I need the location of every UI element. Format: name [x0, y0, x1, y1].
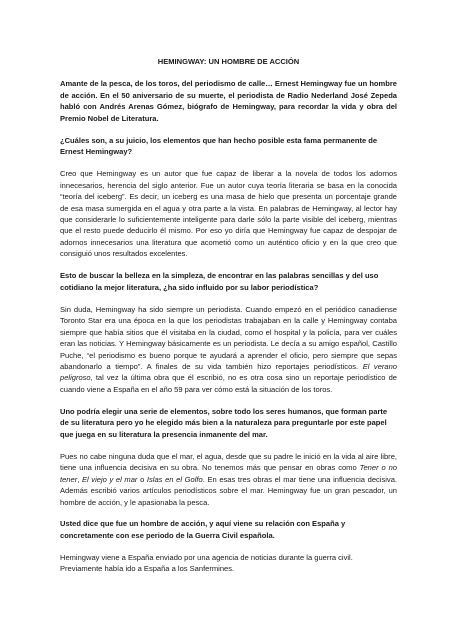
answer-2-text-b: , tal vez la última obra que él escribió, no es otra cosa sino un reportaje periodístico de cuando viene a España en el año 59 para ver cómo está la situación de los toros.: [60, 373, 397, 394]
book-title-islas-en-el-golfo: Islas en el Golfo: [146, 474, 203, 484]
answer-3-text-c: o: [137, 474, 147, 484]
answer-3: [60, 451, 397, 508]
question-1: ¿Cuáles son, a su juicio, los elementos que han hecho posible esta fama permanente de Ernest Hemingway?: [60, 135, 378, 157]
book-title-el-viejo-y-el-mar: El viejo y el mar: [81, 474, 138, 484]
answer-3-text-b: ,: [77, 474, 82, 484]
question-2: Esto de buscar la belleza en la simpleza, de encontrar en las palabras sencillas y del uso cotidiano la mejor literatura, ¿ha sido influido por su labor periodística?: [60, 271, 379, 292]
answer-1: Creo que Hemingway es un autor que fue capaz de liberar a la novela de todos los adornos innecesarios, herencia del siglo anterior. Fue un autor cuya teoría literaria se basa en la conocida “teoría del iceberg”. Es decir, un iceberg es una masa de hielo que presenta un porcentaje grande de esa masa sumergida en el agua y otra parte a la vista. En palabras de Hemingway, al lector hay que considerarle lo suficientemente inteligente para darle sólo la parte visible del iceberg, mientras que el resto puede deducirlo él mismo. Por eso yo diría que Hemingway fue capaz de despojar de adornos innecesarios una literatura que acometió como un auténtico oficio y en la que creo que consiguió unos resultados excelentes.: [60, 169, 397, 259]
question-4: Usted dice que fue un hombre de acción, y aquí viene su relación con España y concretamente con ese periodo de la Guerra Civil española.: [60, 519, 346, 540]
book-title-tener-o-no-tener: Tener o no tener: [60, 463, 397, 484]
answer-2: [60, 304, 397, 396]
question-3: Uno podría elegir una serie de elementos, sobre todo los seres humanos, que forman parte de su literatura pero yo he elegido más bien a la naturaleza para preguntarle por este papel que juega en su literatura la presencia inmanente del mar.: [60, 406, 388, 439]
book-title-el-verano-peligroso: El verano peligroso: [60, 361, 397, 383]
answer-2-text-a: Sin duda, Hemingway ha sido siempre un periodista. Cuando empezó en el periódico canadiense Toronto Star era una época en la que los periodistas trabajaban en la calle y Hemingway contaba siempre que había sitios que él visitaba en la ciudad, como el hospital y la policía, para ver cuáles eran las noticias. Y Hemingway básicamente es un periodista. Le decía a su amigo español, Castillo Puche, “el periodismo es bueno porque te ayudará a aprender el oficio, pero siempre que sepas abandonarlo a tiempo”. A finales de su vida también hizo reportajes periodísticos.: [60, 304, 397, 371]
article-title: HEMINGWAY: UN HOMBRE DE ACCIÓN: [157, 57, 300, 66]
answer-4: Hemingway viene a España enviado por una agencia de noticias durante la guerra civil. Previamente había ido a España a los Sanfermines.: [60, 552, 353, 574]
lead-paragraph: Amante de la pesca, de los toros, del periodismo de calle… Ernest Hemingway fue un hombre de acción. En el 50 aniversario de su muerte, el periodista de Radio Nederland José Zepeda habló con Andrés Arenas Gómez, biógrafo de Hemingway, para recordar la vida y obra del Premio Nobel de Literatura.: [60, 79, 397, 123]
answer-3-text-d: . En esas tres obras el mar tiene una influencia decisiva. Además escribió varios artículos periodísticos sobre el mar. Hemingway fue un gran pescador, un hombre de acción, y le apasionaba la pesca.: [60, 474, 397, 507]
answer-3-text-a: Pues no cabe ninguna duda que el mar, el agua, desde que su padre le inició en la vida al aire libre, tiene una influencia decisiva en su obra. No tenemos más que pensar en obras como: [60, 451, 397, 473]
